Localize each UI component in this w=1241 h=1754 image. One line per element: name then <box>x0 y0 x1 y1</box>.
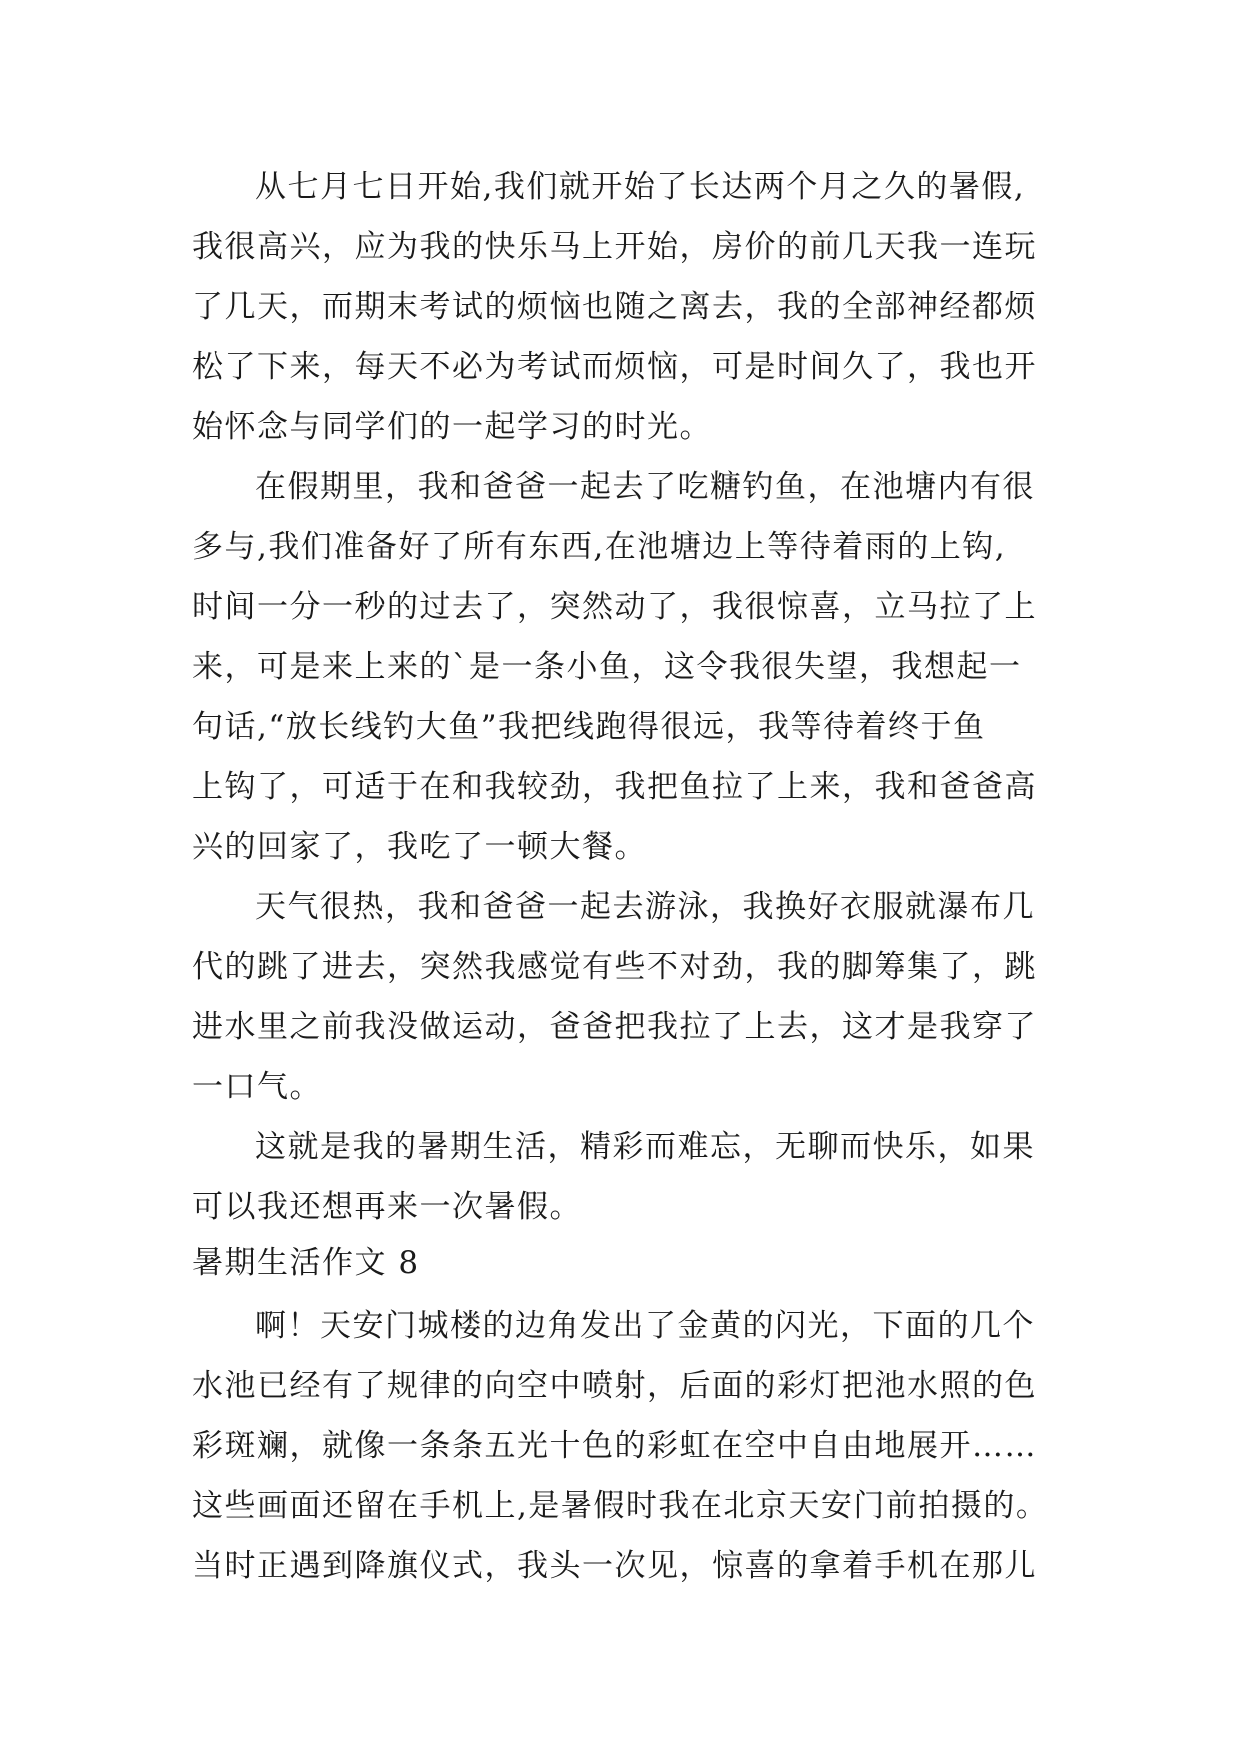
section-heading: 暑期生活作文 8 <box>192 1245 420 1281</box>
paragraph-line: 始怀念与同学们的一起学习的时光。 <box>192 409 712 445</box>
paragraph-line: 兴的回家了，我吃了一顿大餐。 <box>192 829 647 865</box>
paragraph-line: 松了下来，每天不必为考试而烦恼，可是时间久了，我也开 <box>192 349 1037 385</box>
paragraph-line: 句话,“放长线钓大鱼”我把线跑得很远，我等待着终于鱼 <box>192 709 986 745</box>
paragraph-line: 这些画面还留在手机上,是暑假时我在北京天安门前拍摄的。 <box>192 1488 1049 1524</box>
paragraph-line: 水池已经有了规律的向空中喷射，后面的彩灯把池水照的色 <box>192 1368 1037 1404</box>
paragraph-line: 可以我还想再来一次暑假。 <box>192 1189 582 1225</box>
paragraph-line: 啊！天安门城楼的边角发出了金黄的闪光，下面的几个 <box>255 1308 1035 1344</box>
paragraph-line: 时间一分一秒的过去了，突然动了，我很惊喜，立马拉了上 <box>192 589 1037 625</box>
paragraph-line: 进水里之前我没做运动，爸爸把我拉了上去，这才是我穿了 <box>192 1009 1037 1045</box>
paragraph-line: 来，可是来上来的`是一条小鱼，这令我很失望，我想起一 <box>192 649 1022 685</box>
paragraph-line: 从七月七日开始,我们就开始了长达两个月之久的暑假, <box>255 169 1026 205</box>
paragraph-line: 天气很热，我和爸爸一起去游泳，我换好衣服就瀑布几 <box>255 889 1035 925</box>
paragraph-line: 这就是我的暑期生活，精彩而难忘，无聊而快乐，如果 <box>255 1129 1035 1165</box>
paragraph-line: 彩斑斓，就像一条条五光十色的彩虹在空中自由地展开…… <box>192 1428 1037 1464</box>
paragraph-line: 我很高兴，应为我的快乐马上开始，房价的前几天我一连玩 <box>192 229 1037 265</box>
paragraph-line: 一口气。 <box>192 1069 322 1105</box>
paragraph-line: 了几天，而期末考试的烦恼也随之离去，我的全部神经都烦 <box>192 289 1037 325</box>
paragraph-line: 代的跳了进去，突然我感觉有些不对劲，我的脚筹集了，跳 <box>192 949 1037 985</box>
paragraph-line: 多与,我们准备好了所有东西,在池塘边上等待着雨的上钩, <box>192 529 1007 565</box>
paragraph-line: 在假期里，我和爸爸一起去了吃糖钓鱼，在池塘内有很 <box>255 469 1035 505</box>
paragraph-line: 当时正遇到降旗仪式，我头一次见，惊喜的拿着手机在那儿 <box>192 1548 1037 1584</box>
paragraph-line: 上钩了，可适于在和我较劲，我把鱼拉了上来，我和爸爸高 <box>192 769 1037 805</box>
